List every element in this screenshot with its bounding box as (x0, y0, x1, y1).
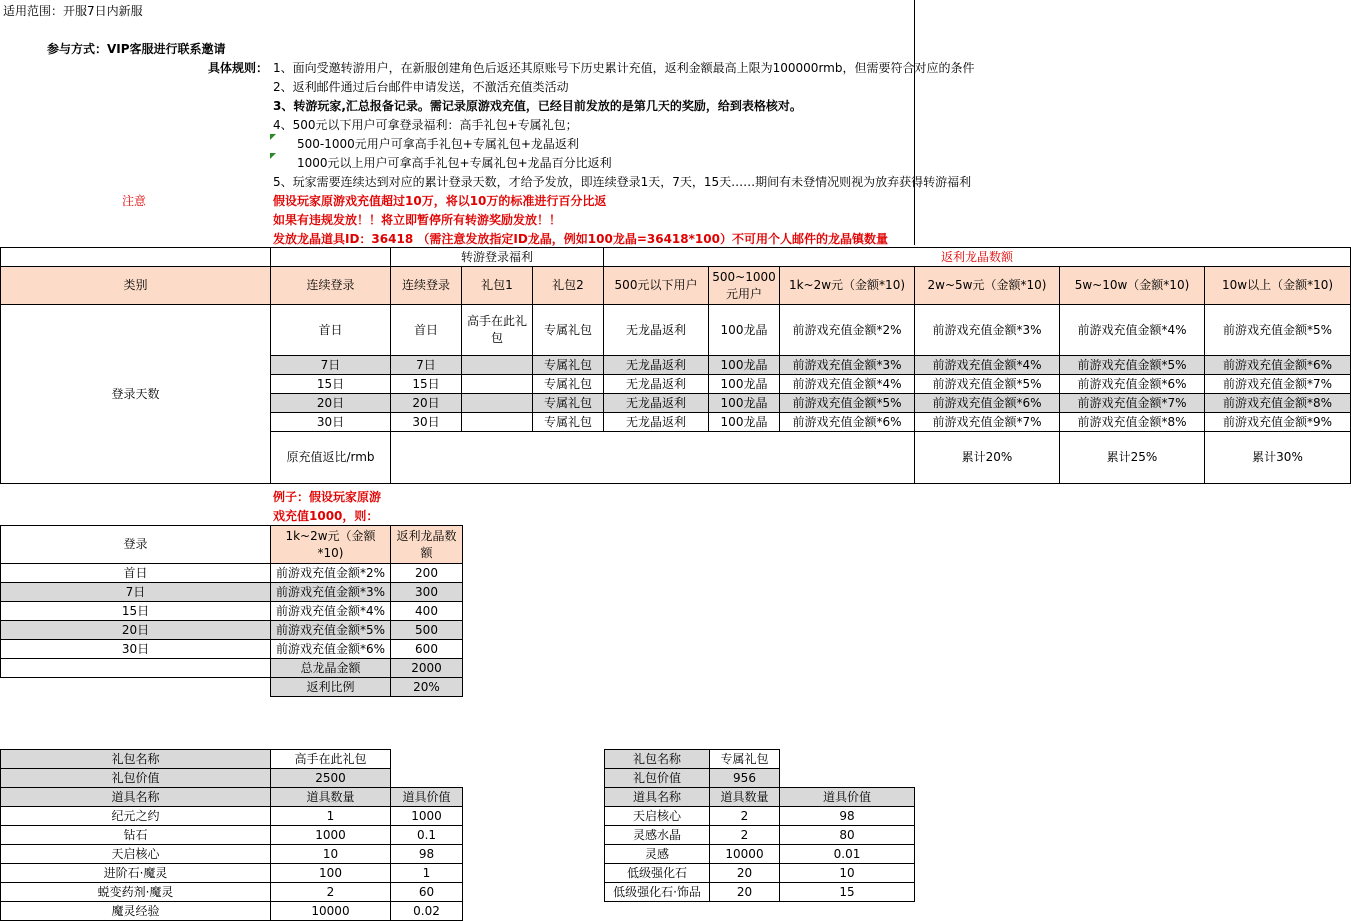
table-cell: 0.01 (780, 845, 915, 864)
table-cell: 前游戏充值金额*4% (1060, 305, 1205, 356)
blank-cell (391, 432, 915, 484)
table-cell: 10000 (710, 845, 780, 864)
pack2-value: 956 (710, 769, 780, 788)
table-cell: 无龙晶返利 (604, 305, 709, 356)
blank-cell (271, 248, 391, 267)
pack2-value-label: 礼包价值 (605, 769, 710, 788)
table-cell: 专属礼包 (533, 394, 604, 413)
table-cell: 30日 (271, 413, 391, 432)
rule-4: 4、500元以下用户可拿登录福利：高手礼包+专属礼包； (273, 118, 578, 132)
table-cell: 30日 (391, 413, 462, 432)
blank-cell (1, 248, 271, 267)
table-cell: 前游戏充值金额*4% (780, 375, 915, 394)
table-cell: 专属礼包 (533, 413, 604, 432)
ratio-value: 20% (391, 678, 463, 697)
table-cell: 0.02 (391, 902, 463, 921)
table-cell: 80 (780, 826, 915, 845)
table-cell (462, 375, 533, 394)
example-header-amount: 返利龙晶数额 (391, 526, 463, 564)
table-cell: 600 (391, 640, 463, 659)
pack1-col-qty: 道具数量 (271, 788, 391, 807)
table-cell: 100龙晶 (709, 356, 780, 375)
note-2: 如果有违规发放！！将立即暂停所有转游奖励发放！！ (273, 213, 562, 227)
table-cell: 前游戏充值金额*5% (1060, 356, 1205, 375)
example-title-2: 戏充值1000，则： (273, 509, 379, 523)
ratio-label: 返利比例 (271, 678, 391, 697)
header-under-500: 500元以下用户 (604, 267, 709, 305)
note-label: 注意 (122, 194, 147, 208)
table-cell: 7日 (391, 356, 462, 375)
table-cell: 首日 (1, 564, 271, 583)
table-cell: 100龙晶 (709, 375, 780, 394)
table-cell: 15日 (271, 375, 391, 394)
table-cell: 魔灵经验 (1, 902, 271, 921)
pack1-value-label: 礼包价值 (1, 769, 271, 788)
rule-5: 5、玩家需要连续达到对应的累计登录天数，才给予发放，即连续登录1天，7天，15天……期间有未登情况则视为放弃获得转游福利 (273, 175, 972, 189)
table-cell: 前游戏充值金额*6% (780, 413, 915, 432)
footer-label: 原充值返比/rmb (271, 432, 391, 484)
table-cell: 60 (391, 883, 463, 902)
header-consecutive-login: 连续登录 (271, 267, 391, 305)
column-divider (914, 0, 915, 245)
table-cell: 20日 (1, 621, 271, 640)
table-cell: 1 (271, 807, 391, 826)
rule-3: 3、转游玩家,汇总报备记录。需记录原游戏充值，已经目前发放的是第几天的奖励，给到表格核对。 (273, 99, 802, 113)
table-cell: 前游戏充值金额*5% (1205, 305, 1351, 356)
blank-cell (1, 659, 271, 678)
table-cell: 前游戏充值金额*7% (1205, 375, 1351, 394)
table-cell: 进阶石·魔灵 (1, 864, 271, 883)
table-cell (462, 356, 533, 375)
table-cell: 灵感水晶 (605, 826, 710, 845)
note-3: 发放龙晶道具ID：36418 （需注意发放指定ID龙晶，例如100龙晶=36418*100）不可用个人邮件的龙晶镇数量 (273, 232, 888, 246)
table-cell: 前游戏充值金额*3% (915, 305, 1060, 356)
pack2-table (604, 749, 915, 902)
table-cell: 前游戏充值金额*5% (915, 375, 1060, 394)
table-cell: 30日 (1, 640, 271, 659)
table-cell: 前游戏充值金额*6% (271, 640, 391, 659)
pack2-name: 专属礼包 (710, 750, 780, 769)
table-cell: 1 (391, 864, 463, 883)
table-cell: 无龙晶返利 (604, 356, 709, 375)
header-2w-5w: 2w~5w元（金额*10) (915, 267, 1060, 305)
table-cell: 专属礼包 (533, 375, 604, 394)
group-rebate-header: 返利龙晶数额 (604, 248, 1351, 267)
table-cell: 20日 (271, 394, 391, 413)
table-cell: 前游戏充值金额*3% (780, 356, 915, 375)
table-cell: 前游戏充值金额*7% (1060, 394, 1205, 413)
table-cell: 前游戏充值金额*8% (1060, 413, 1205, 432)
table-cell: 前游戏充值金额*6% (1060, 375, 1205, 394)
table-cell: 蜕变药剂·魔灵 (1, 883, 271, 902)
table-cell: 钻石 (1, 826, 271, 845)
scope-text: 适用范围：开服7日内新服 (3, 4, 143, 18)
table-cell: 灵感 (605, 845, 710, 864)
table-cell: 前游戏充值金额*6% (915, 394, 1060, 413)
table-cell: 10 (780, 864, 915, 883)
table-cell: 前游戏充值金额*3% (271, 583, 391, 602)
header-1k-2w: 1k~2w元（金额*10) (780, 267, 915, 305)
table-cell: 15日 (1, 602, 271, 621)
footer-value: 累计20% (915, 432, 1060, 484)
table-cell: 100龙晶 (709, 394, 780, 413)
pack2-col-item: 道具名称 (605, 788, 710, 807)
table-cell: 100龙晶 (709, 413, 780, 432)
example-title-1: 例子：假设玩家原游 (273, 490, 382, 504)
pack1-col-item: 道具名称 (1, 788, 271, 807)
main-reward-table (0, 247, 1351, 484)
table-cell: 15日 (391, 375, 462, 394)
total-label: 总龙晶金额 (271, 659, 391, 678)
table-cell: 20 (710, 883, 780, 902)
rule-4b: 1000元以上用户可拿高手礼包+专属礼包+龙晶百分比返利 (297, 156, 612, 170)
table-cell: 7日 (1, 583, 271, 602)
table-cell (462, 394, 533, 413)
blank-cell (780, 769, 915, 788)
table-cell: 前游戏充值金额*5% (780, 394, 915, 413)
table-cell: 15 (780, 883, 915, 902)
table-cell: 前游戏充值金额*9% (1205, 413, 1351, 432)
table-cell (462, 413, 533, 432)
pack1-table (0, 749, 463, 921)
table-cell: 前游戏充值金额*4% (271, 602, 391, 621)
table-cell: 专属礼包 (533, 356, 604, 375)
pack2-col-qty: 道具数量 (710, 788, 780, 807)
table-cell: 300 (391, 583, 463, 602)
header-consecutive-login-2: 连续登录 (391, 267, 462, 305)
table-cell: 天启核心 (605, 807, 710, 826)
table-cell: 低级强化石·饰品 (605, 883, 710, 902)
header-over-10w: 10w以上（金额*10) (1205, 267, 1351, 305)
table-cell: 400 (391, 602, 463, 621)
rule-1: 1、面向受邀转游用户，在新服创建角色后返还其原账号下历史累计充值，返利金额最高上限为100000rmb，但需要符合对应的条件 (273, 61, 975, 75)
table-cell: 前游戏充值金额*8% (1205, 394, 1351, 413)
footer-value: 累计30% (1205, 432, 1351, 484)
table-cell: 天启核心 (1, 845, 271, 864)
table-cell: 1000 (391, 807, 463, 826)
table-cell: 低级强化石 (605, 864, 710, 883)
table-cell: 98 (780, 807, 915, 826)
blank-cell (391, 750, 463, 769)
example-header-tier: 1k~2w元（金额*10) (271, 526, 391, 564)
table-cell: 20 (710, 864, 780, 883)
pack2-col-value: 道具价值 (780, 788, 915, 807)
blank-cell (391, 769, 463, 788)
table-cell: 无龙晶返利 (604, 375, 709, 394)
row-label-login-days: 登录天数 (1, 305, 271, 484)
table-cell: 首日 (391, 305, 462, 356)
pack1-value: 2500 (271, 769, 391, 788)
table-cell: 纪元之约 (1, 807, 271, 826)
pack1-name: 高手在此礼包 (271, 750, 391, 769)
table-cell: 前游戏充值金额*5% (271, 621, 391, 640)
footer-value: 累计25% (1060, 432, 1205, 484)
table-cell: 首日 (271, 305, 391, 356)
note-1: 假设玩家原游戏充值超过10万，将以10万的标准进行百分比返 (273, 194, 607, 208)
pack2-name-label: 礼包名称 (605, 750, 710, 769)
header-5w-10w: 5w~10w（金额*10) (1060, 267, 1205, 305)
comment-marker-icon (270, 134, 276, 140)
table-cell: 98 (391, 845, 463, 864)
table-cell: 前游戏充值金额*7% (915, 413, 1060, 432)
rule-2: 2、返利邮件通过后台邮件申请发送，不激活充值类活动 (273, 80, 569, 94)
table-cell: 200 (391, 564, 463, 583)
table-cell: 前游戏充值金额*2% (780, 305, 915, 356)
group-login-header: 转游登录福利 (391, 248, 604, 267)
table-cell: 10 (271, 845, 391, 864)
table-cell: 500 (391, 621, 463, 640)
table-cell: 2 (710, 826, 780, 845)
rule-4a: 500-1000元用户可拿高手礼包+专属礼包+龙晶返利 (297, 137, 579, 151)
table-cell: 0.1 (391, 826, 463, 845)
blank-cell (1, 678, 271, 697)
table-cell: 100 (271, 864, 391, 883)
header-pack2: 礼包2 (533, 267, 604, 305)
header-500-1000: 500~1000元用户 (709, 267, 780, 305)
header-pack1: 礼包1 (462, 267, 533, 305)
table-cell: 无龙晶返利 (604, 413, 709, 432)
table-cell: 专属礼包 (533, 305, 604, 356)
table-cell: 前游戏充值金额*6% (1205, 356, 1351, 375)
table-cell: 100龙晶 (709, 305, 780, 356)
rules-label: 具体规则： (208, 61, 269, 75)
table-cell: 1000 (271, 826, 391, 845)
table-cell: 10000 (271, 902, 391, 921)
table-cell: 无龙晶返利 (604, 394, 709, 413)
table-cell: 前游戏充值金额*2% (271, 564, 391, 583)
example-header-login: 登录 (1, 526, 271, 564)
example-table (0, 525, 463, 697)
table-cell: 高手在此礼包 (462, 305, 533, 356)
comment-marker-icon (270, 153, 276, 159)
blank-cell (780, 750, 915, 769)
method-text: 参与方式：VIP客服进行联系邀请 (47, 42, 226, 56)
pack1-name-label: 礼包名称 (1, 750, 271, 769)
pack1-col-value: 道具价值 (391, 788, 463, 807)
total-value: 2000 (391, 659, 463, 678)
table-cell: 前游戏充值金额*4% (915, 356, 1060, 375)
header-category: 类别 (1, 267, 271, 305)
table-cell: 2 (271, 883, 391, 902)
table-cell: 20日 (391, 394, 462, 413)
table-cell: 2 (710, 807, 780, 826)
table-cell: 7日 (271, 356, 391, 375)
